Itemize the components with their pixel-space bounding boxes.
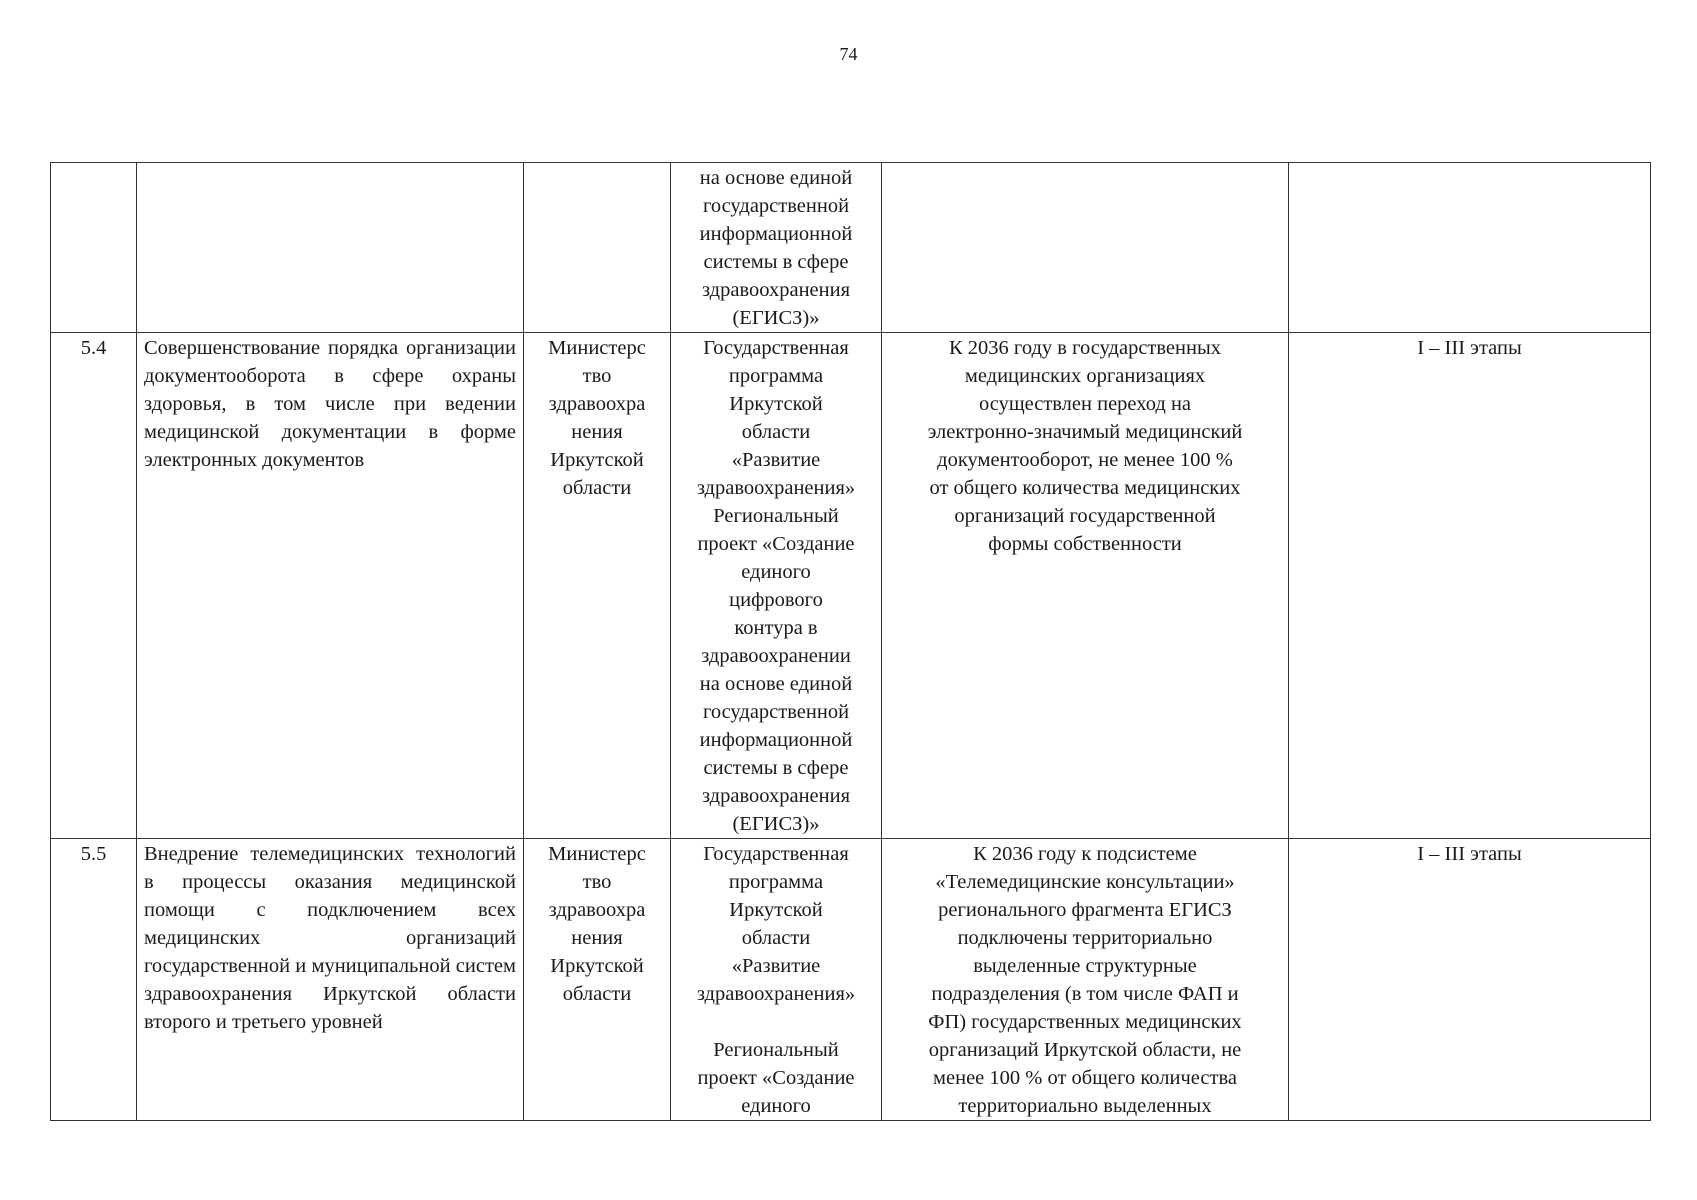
cell-line: на основе единой	[699, 167, 853, 189]
cell-line: тво	[582, 871, 612, 893]
cell-line: системы в сфере	[703, 757, 849, 779]
cell-line: «Развитие	[731, 955, 821, 977]
cell-line: тво	[582, 365, 612, 387]
cell-line: государственной	[702, 701, 850, 723]
cell-line: территориально выделенных	[958, 1095, 1212, 1117]
cell-line: Иркутской	[550, 955, 644, 977]
cell-line: государственной	[702, 195, 850, 217]
cell-line: системы в сфере	[703, 251, 849, 273]
cell-responsible	[524, 839, 671, 1121]
cell-line: здравоохра	[548, 899, 646, 921]
cell-description: Внедрение телемедицинских технологий в процессы оказания медицинской помощи с подключением всех медицинских организаций государственной и муниципальной систем здравоохранения Иркутской области второго и третьего уровней	[137, 839, 524, 1121]
cell-line: программа	[728, 365, 824, 387]
cell-line: цифрового	[729, 589, 823, 611]
cell-description: Совершенствование порядка организации документооборота в сфере охраны здоровья, в том числе при ведении медицинской документации в форме электронных документов	[137, 333, 524, 839]
cell-line: осуществлен переход на	[978, 393, 1192, 415]
cell-line: (ЕГИСЗ)»	[732, 307, 820, 329]
cell-result	[882, 333, 1289, 839]
cell-line: К 2036 году к подсистеме	[973, 843, 1197, 865]
cell-line: формы собственности	[988, 533, 1182, 555]
cell-line: программа	[728, 871, 824, 893]
cell-responsible	[524, 333, 671, 839]
cell-line: менее 100 % от общего количества	[933, 1067, 1237, 1089]
cell-line: Региональный	[713, 1039, 839, 1061]
cell-program	[671, 333, 882, 839]
cell-result	[882, 163, 1289, 333]
cell-number: 5.4	[51, 333, 137, 839]
cell-line: Иркутской	[550, 449, 644, 471]
cell-responsible	[524, 163, 671, 333]
cell-stages	[1289, 163, 1651, 333]
cell-line: нения	[571, 421, 623, 443]
cell-line: Государственная	[703, 843, 849, 865]
cell-program	[671, 163, 882, 333]
cell-line: здравоохранения»	[696, 983, 856, 1005]
cell-line: Государственная	[703, 337, 849, 359]
cell-program	[671, 839, 882, 1121]
cell-line: Министерс	[548, 337, 646, 359]
cell-line: организаций Иркутской области, не	[928, 1039, 1242, 1061]
cell-number	[51, 163, 137, 333]
cell-line: проект «Создание	[697, 1067, 855, 1089]
cell-line: ФП) государственных медицинских	[928, 1011, 1242, 1033]
cell-line: Министерс	[548, 843, 646, 865]
cell-line: электронно-значимый медицинский	[927, 421, 1243, 443]
cell-result	[882, 839, 1289, 1121]
cell-line: выделенные структурные	[973, 955, 1197, 977]
cell-line: Региональный	[713, 505, 839, 527]
cell-line: медицинских организациях	[964, 365, 1206, 387]
cell-line: единого	[741, 1095, 811, 1117]
cell-line: области	[741, 927, 811, 949]
measures-table	[50, 162, 1651, 1121]
cell-line: проект «Создание	[697, 533, 855, 555]
table-row	[51, 163, 1651, 333]
cell-line: информационной	[699, 223, 853, 245]
cell-line: (ЕГИСЗ)»	[732, 813, 820, 835]
cell-line: здравоохра	[548, 393, 646, 415]
cell-line: здравоохранении	[701, 645, 851, 667]
cell-line: «Телемедицинские консультации»	[935, 871, 1235, 893]
cell-line: здравоохранения	[701, 785, 851, 807]
cell-line: здравоохранения»	[696, 477, 856, 499]
cell-line: единого	[741, 561, 811, 583]
cell-line: здравоохранения	[701, 279, 851, 301]
cell-line: области	[741, 421, 811, 443]
cell-line: контура в	[734, 617, 818, 639]
cell-line: области	[562, 477, 632, 499]
cell-line: подразделения (в том числе ФАП и	[931, 983, 1239, 1005]
cell-line: Иркутской	[729, 393, 823, 415]
line-gap	[678, 1008, 874, 1036]
cell-number: 5.5	[51, 839, 137, 1121]
cell-line: документооборот, не менее 100 %	[937, 449, 1233, 471]
table-row	[51, 839, 1651, 1121]
cell-line: регионального фрагмента ЕГИСЗ	[938, 899, 1232, 921]
cell-description	[137, 163, 524, 333]
cell-line: нения	[571, 927, 623, 949]
cell-line: «Развитие	[731, 449, 821, 471]
cell-line: организаций государственной	[954, 505, 1216, 527]
cell-line: информационной	[699, 729, 853, 751]
cell-line: подключены территориально	[957, 927, 1213, 949]
cell-stages: I – III этапы	[1289, 839, 1651, 1121]
cell-line: от общего количества медицинских	[929, 477, 1241, 499]
cell-stages: I – III этапы	[1289, 333, 1651, 839]
cell-line: области	[562, 983, 632, 1005]
table-row	[51, 333, 1651, 839]
cell-line: К 2036 году в государственных	[949, 337, 1221, 359]
cell-line: на основе единой	[699, 673, 853, 695]
page-number: 74	[839, 44, 858, 64]
cell-line: Иркутской	[729, 899, 823, 921]
